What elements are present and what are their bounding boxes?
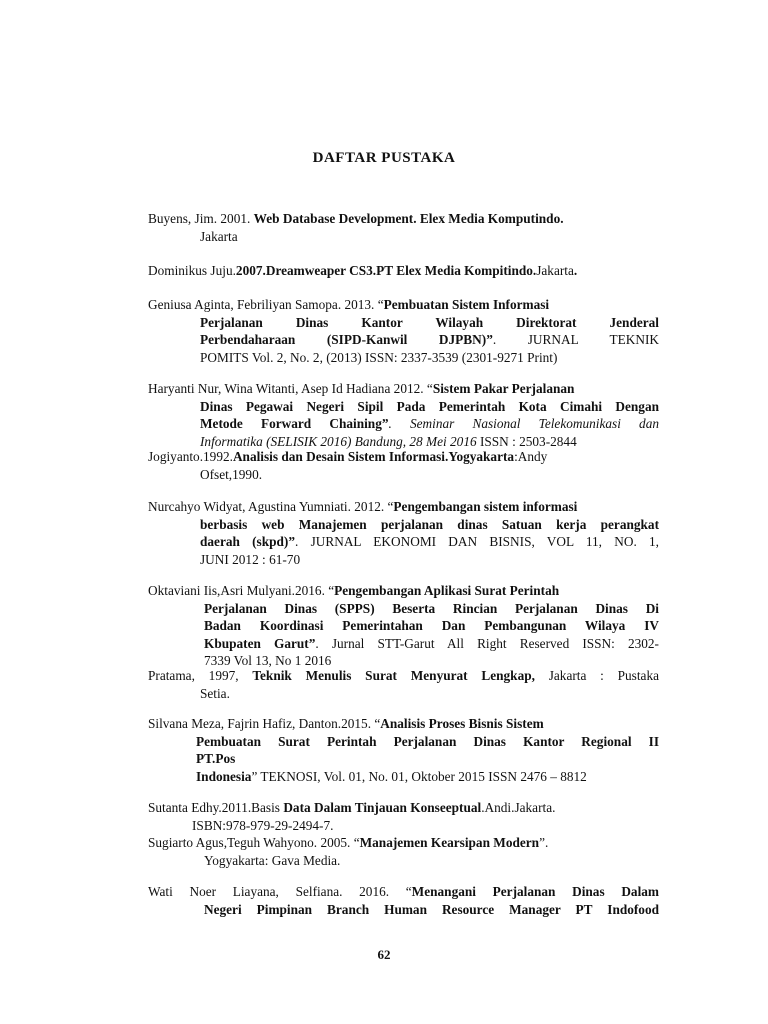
reference-line: Ofset,1990.: [200, 466, 263, 482]
reference-entry-jogiyanto: [148, 448, 659, 483]
reference-line: Negeri Pimpinan Branch Human Resource Manager PT Indofood: [204, 901, 659, 917]
reference-line: Wati Noer Liayana, Selfiana. 2016. “Menangani Perjalanan Dinas Dalam: [148, 884, 659, 899]
reference-line: Buyens, Jim. 2001. Web Database Development. Elex Media Komputindo.: [148, 211, 564, 226]
reference-line: POMITS Vol. 2, No. 2, (2013) ISSN: 2337-3539 (2301-9271 Print): [200, 349, 558, 365]
page-title: DAFTAR PUSTAKA: [312, 150, 456, 166]
reference-line: Indonesia” TEKNOSI, Vol. 01, No. 01, Oktober 2015 ISSN 2476 – 8812: [196, 768, 587, 784]
reference-line: Badan Koordinasi Pemerintahan Dan Pembangunan Wilaya IV: [204, 618, 659, 633]
reference-line: berbasis web Manajemen perjalanan dinas Satuan kerja perangkat: [200, 516, 659, 532]
reference-line: Jogiyanto.1992.Analisis dan Desain Sistem Informasi.Yogyakarta:Andy: [148, 449, 548, 464]
reference-line: Haryanti Nur, Wina Witanti, Asep Id Hadiana 2012. “Sistem Pakar Perjalanan: [148, 381, 575, 396]
reference-entry-nurcahyo: [148, 498, 659, 568]
reference-entry-haryanti: [148, 380, 659, 450]
reference-line: Geniusa Aginta, Febriliyan Samopa. 2013. “Pembuatan Sistem Informasi: [148, 297, 550, 312]
reference-line: Dominikus Juju.2007.Dreamweaper CS3.PT Elex Media Kompitindo.Jakarta.: [148, 263, 578, 278]
reference-line: Pratama, 1997, Teknik Menulis Surat Menyurat Lengkap, Jakarta : Pustaka: [148, 668, 659, 683]
reference-line: Yogyakarta: Gava Media.: [204, 852, 341, 868]
reference-line: Nurcahyo Widyat, Agustina Yumniati. 2012. “Pengembangan sistem informasi: [148, 499, 578, 514]
reference-line: Oktaviani Iis,Asri Mulyani.2016. “Pengembangan Aplikasi Surat Perintah: [148, 583, 560, 598]
reference-line: Pembuatan Surat Perintah Perjalanan Dinas Kantor Regional II: [196, 733, 659, 749]
reference-entry-oktaviani: [148, 582, 659, 670]
reference-line: 7339 Vol 13, No 1 2016: [204, 653, 332, 668]
reference-line: Setia.: [200, 685, 230, 701]
reference-entry-buyens: [148, 210, 659, 245]
reference-line: PT.Pos: [196, 751, 236, 766]
reference-line: ISBN:978-979-29-2494-7.: [192, 817, 334, 833]
reference-entry-sugiarto: [148, 834, 659, 869]
reference-entry-geniusa: [148, 296, 659, 366]
reference-line: JUNI 2012 : 61-70: [200, 551, 301, 567]
reference-entry-silvana: [148, 715, 659, 785]
reference-line: Silvana Meza, Fajrin Hafiz, Danton.2015. “Analisis Proses Bisnis Sistem: [148, 716, 544, 731]
reference-entry-dominikus: [148, 262, 659, 280]
reference-line: Perbendaharaan (SIPD-Kanwil DJPBN)”. JURNAL TEKNIK: [200, 332, 659, 347]
reference-line: daerah (skpd)”. JURNAL EKONOMI DAN BISNIS, VOL 11, NO. 1,: [200, 534, 659, 549]
reference-line: Perjalanan Dinas (SPPS) Beserta Rincian Perjalanan Dinas Di: [204, 600, 659, 616]
reference-line: Kbupaten Garut”. Jurnal STT-Garut All Right Reserved ISSN: 2302-: [204, 635, 659, 651]
reference-entry-sutanta: [148, 799, 659, 834]
reference-entry-pratama: [148, 667, 659, 702]
reference-line: Sutanta Edhy.2011.Basis Data Dalam Tinjauan Konseeptual.Andi.Jakarta.: [148, 800, 556, 815]
reference-line: Perjalanan Dinas Kantor Wilayah Direktorat Jenderal: [200, 314, 659, 330]
reference-line: Sugiarto Agus,Teguh Wahyono. 2005. “Manajemen Kearsipan Modern”.: [148, 835, 549, 850]
reference-line: Metode Forward Chaining”. Seminar Nasional Telekomunikasi dan: [200, 416, 659, 431]
reference-line: Jakarta: [200, 228, 238, 244]
reference-line: Informatika (SELISIK 2016) Bandung, 28 Mei 2016 ISSN : 2503-2844: [200, 433, 577, 449]
reference-entry-wati: [148, 883, 659, 918]
reference-line: Dinas Pegawai Negeri Sipil Pada Pemerintah Kota Cimahi Dengan: [200, 398, 659, 414]
page-number: 62: [377, 947, 391, 962]
